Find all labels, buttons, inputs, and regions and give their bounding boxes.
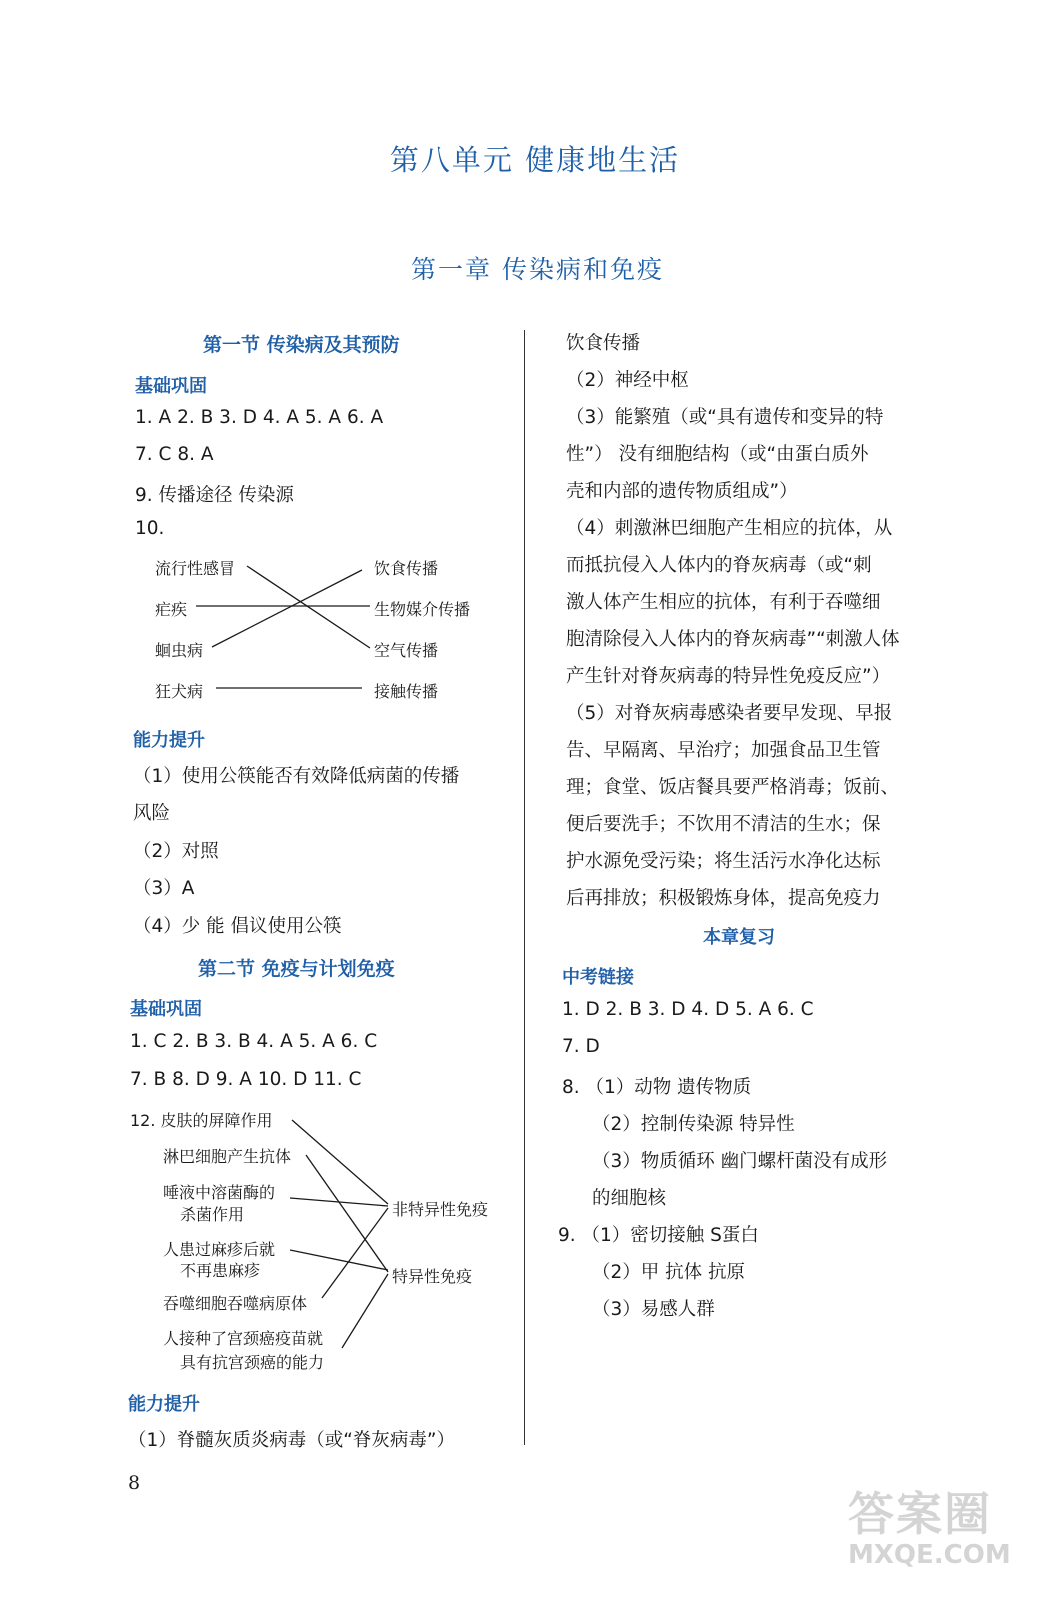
match-line [212, 570, 362, 647]
right-line: （3）能繁殖（或“具有遗传和变异的特 [566, 407, 884, 428]
review-q9: 9. （1）密切接触 S蛋白 [558, 1225, 759, 1246]
right-line: 产生针对脊灰病毒的特异性免疫反应”） [566, 666, 891, 687]
right-line: 壳和内部的遗传物质组成”） [566, 481, 798, 502]
section1-answers-row1: 1. A 2. B 3. D 4. A 5. A 6. A [135, 407, 384, 428]
section1-ab2: （2）对照 [133, 841, 219, 862]
review-title: 本章复习 [703, 927, 775, 948]
unit-title: 第八单元 健康地生活 [389, 143, 681, 177]
match-right-item: 空气传播 [374, 641, 439, 660]
review-answers-row2: 7. D [562, 1036, 600, 1057]
match-line [292, 1120, 388, 1204]
review-q8: 的细胞核 [592, 1188, 667, 1209]
match-left-item: 流行性感冒 [155, 559, 236, 578]
section2-basic-label: 基础巩固 [130, 999, 202, 1020]
right-line: 理；食堂、饭店餐具要严格消毒；饭前、 [566, 777, 900, 798]
right-line: 激人体产生相应的抗体，有利于吞噬细 [566, 592, 881, 613]
q12-left-item: 吞噬细胞吞噬病原体 [163, 1294, 308, 1313]
right-line: 便后要洗手；不饮用不清洁的生水；保 [566, 814, 881, 835]
q12-left-item: 具有抗宫颈癌的能力 [180, 1353, 325, 1372]
right-line: （2）神经中枢 [566, 370, 689, 391]
q12-left-item: 人接种了宫颈癌疫苗就 [163, 1329, 324, 1348]
match-right-item: 生物媒介传播 [374, 600, 471, 619]
review-q8: （3）物质循环 幽门螺杆菌没有成形 [592, 1151, 888, 1172]
section2-answers-row1: 1. C 2. B 3. B 4. A 5. A 6. C [130, 1031, 378, 1052]
q12-left-item: 人患过麻疹后就 [163, 1240, 276, 1259]
watermark-logo: 答案圈 [848, 1487, 992, 1541]
match-left-item: 蛔虫病 [155, 641, 204, 660]
right-line: 护水源免受污染；将生活污水净化达标 [566, 851, 881, 872]
section1-ab1: （1）使用公筷能否有效降低病菌的传播 [133, 766, 460, 787]
match-line [247, 566, 370, 648]
zhongkao-label: 中考链接 [562, 967, 634, 988]
match-left-item: 疟疾 [155, 600, 188, 619]
chapter-title: 第一章 传染病和免疫 [411, 255, 664, 284]
right-line: （5）对脊灰病毒感染者要早发现、早报 [566, 703, 893, 724]
section1-ab3: （3）A [133, 878, 195, 899]
match-right-item: 接触传播 [374, 682, 439, 701]
match-left-item: 狂犬病 [155, 682, 204, 701]
watermark-url: MXQE.COM [848, 1540, 1011, 1570]
section2-ab1: （1）脊髓灰质炎病毒（或“脊灰病毒”） [128, 1430, 455, 1451]
section1-q10: 10. [135, 518, 165, 539]
review-q8: 8. （1）动物 遗传物质 [562, 1077, 752, 1098]
review-q8: （2）控制传染源 特异性 [592, 1114, 795, 1135]
section1-basic-label: 基础巩固 [135, 376, 207, 397]
q12-right-item: 非特异性免疫 [392, 1200, 489, 1219]
match-right-item: 饮食传播 [374, 559, 439, 578]
section1-ab4: （4）少 能 倡议使用公筷 [133, 916, 342, 937]
section1-ability-label: 能力提升 [133, 730, 205, 751]
page-number: 8 [128, 1472, 141, 1494]
right-line: 而抵抗侵入人体内的脊灰病毒（或“刺 [566, 555, 872, 576]
section1-answers-row2: 7. C 8. A [135, 444, 214, 465]
q12-left-item: 杀菌作用 [180, 1205, 245, 1224]
section2-title: 第二节 免疫与计划免疫 [198, 958, 395, 980]
match-line [306, 1155, 388, 1272]
right-line: 饮食传播 [566, 333, 641, 354]
q12-left-item: 淋巴细胞产生抗体 [163, 1147, 292, 1166]
section2-ability-label: 能力提升 [128, 1394, 200, 1415]
q12-right-item: 特异性免疫 [392, 1267, 473, 1286]
match-line [290, 1250, 388, 1270]
section1-ab1-cont: 风险 [133, 803, 171, 824]
right-line: 告、早隔离、早治疗；加强食品卫生管 [566, 740, 881, 761]
right-line: （4）刺激淋巴细胞产生相应的抗体，从 [566, 518, 893, 539]
match-line [322, 1208, 388, 1298]
right-line: 后再排放；积极锻炼身体，提高免疫力 [566, 888, 881, 909]
section1-title: 第一节 传染病及其预防 [203, 334, 400, 356]
right-line: 性”） 没有细胞结构（或“由蛋白质外 [566, 444, 869, 465]
review-answers-row1: 1. D 2. B 3. D 4. D 5. A 6. C [562, 999, 814, 1020]
match-line [290, 1198, 388, 1206]
q12-left-item: 不再患麻疹 [180, 1261, 261, 1280]
section2-answers-row2: 7. B 8. D 9. A 10. D 11. C [130, 1069, 362, 1090]
section1-q9: 9. 传播途径 传染源 [135, 485, 294, 506]
section2-q12: 12. 皮肤的屏障作用 [130, 1111, 273, 1130]
match-line [342, 1274, 388, 1348]
review-q9: （3）易感人群 [592, 1299, 715, 1320]
right-line: 胞清除侵入人体内的脊灰病毒”“刺激人体 [566, 629, 900, 650]
review-q9: （2）甲 抗体 抗原 [592, 1262, 746, 1283]
q12-left-item: 唾液中溶菌酶的 [163, 1183, 276, 1202]
